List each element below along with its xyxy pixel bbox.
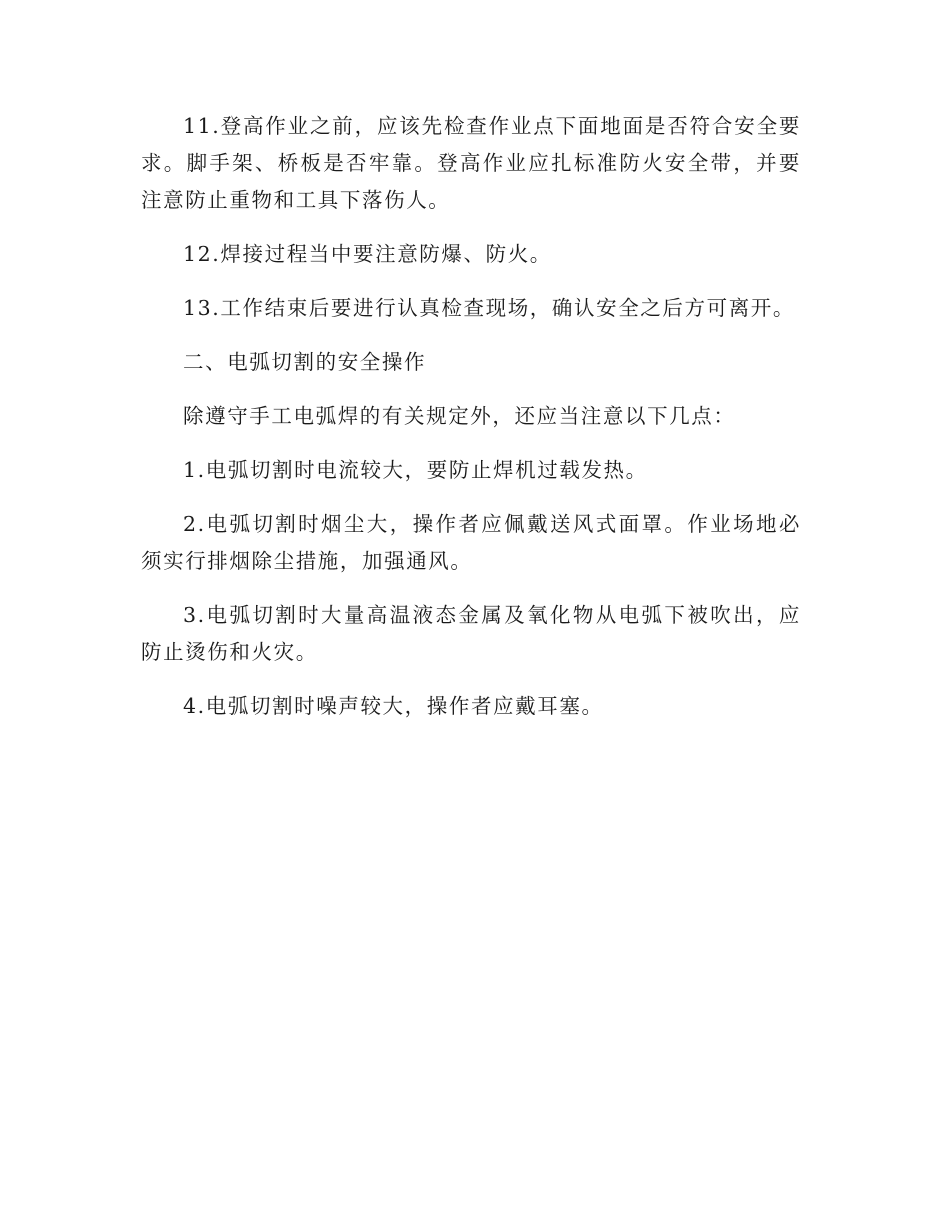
paragraph-item-13: 13.工作结束后要进行认真检查现场，确认安全之后方可离开。 — [183, 296, 795, 320]
document-body — [141, 108, 801, 742]
section-heading: 二、电弧切割的安全操作 — [183, 350, 427, 374]
paragraph-item-3: 3.电弧切割时大量高温液态金属及氧化物从电弧下被吹出，应防止烫伤和火灾。 — [141, 603, 801, 664]
paragraph-item-4: 4.电弧切割时噪声较大，操作者应戴耳塞。 — [183, 694, 604, 718]
section-intro: 除遵守手工电弧焊的有关规定外，还应当注意以下几点： — [183, 404, 736, 428]
paragraph-item-12: 12.焊接过程当中要注意防爆、防火。 — [183, 242, 552, 266]
paragraph-item-11: 11.登高作业之前，应该先检查作业点下面地面是否符合安全要求。脚手架、桥板是否牢靠。登高作业应扎标准防火安全带，并要注意防止重物和工具下落伤人。 — [141, 114, 801, 212]
paragraph-item-1: 1.电弧切割时电流较大，要防止焊机过载发热。 — [183, 458, 648, 482]
paragraph-item-2: 2.电弧切割时烟尘大，操作者应佩戴送风式面罩。作业场地必须实行排烟除尘措施，加强通风。 — [141, 512, 801, 573]
